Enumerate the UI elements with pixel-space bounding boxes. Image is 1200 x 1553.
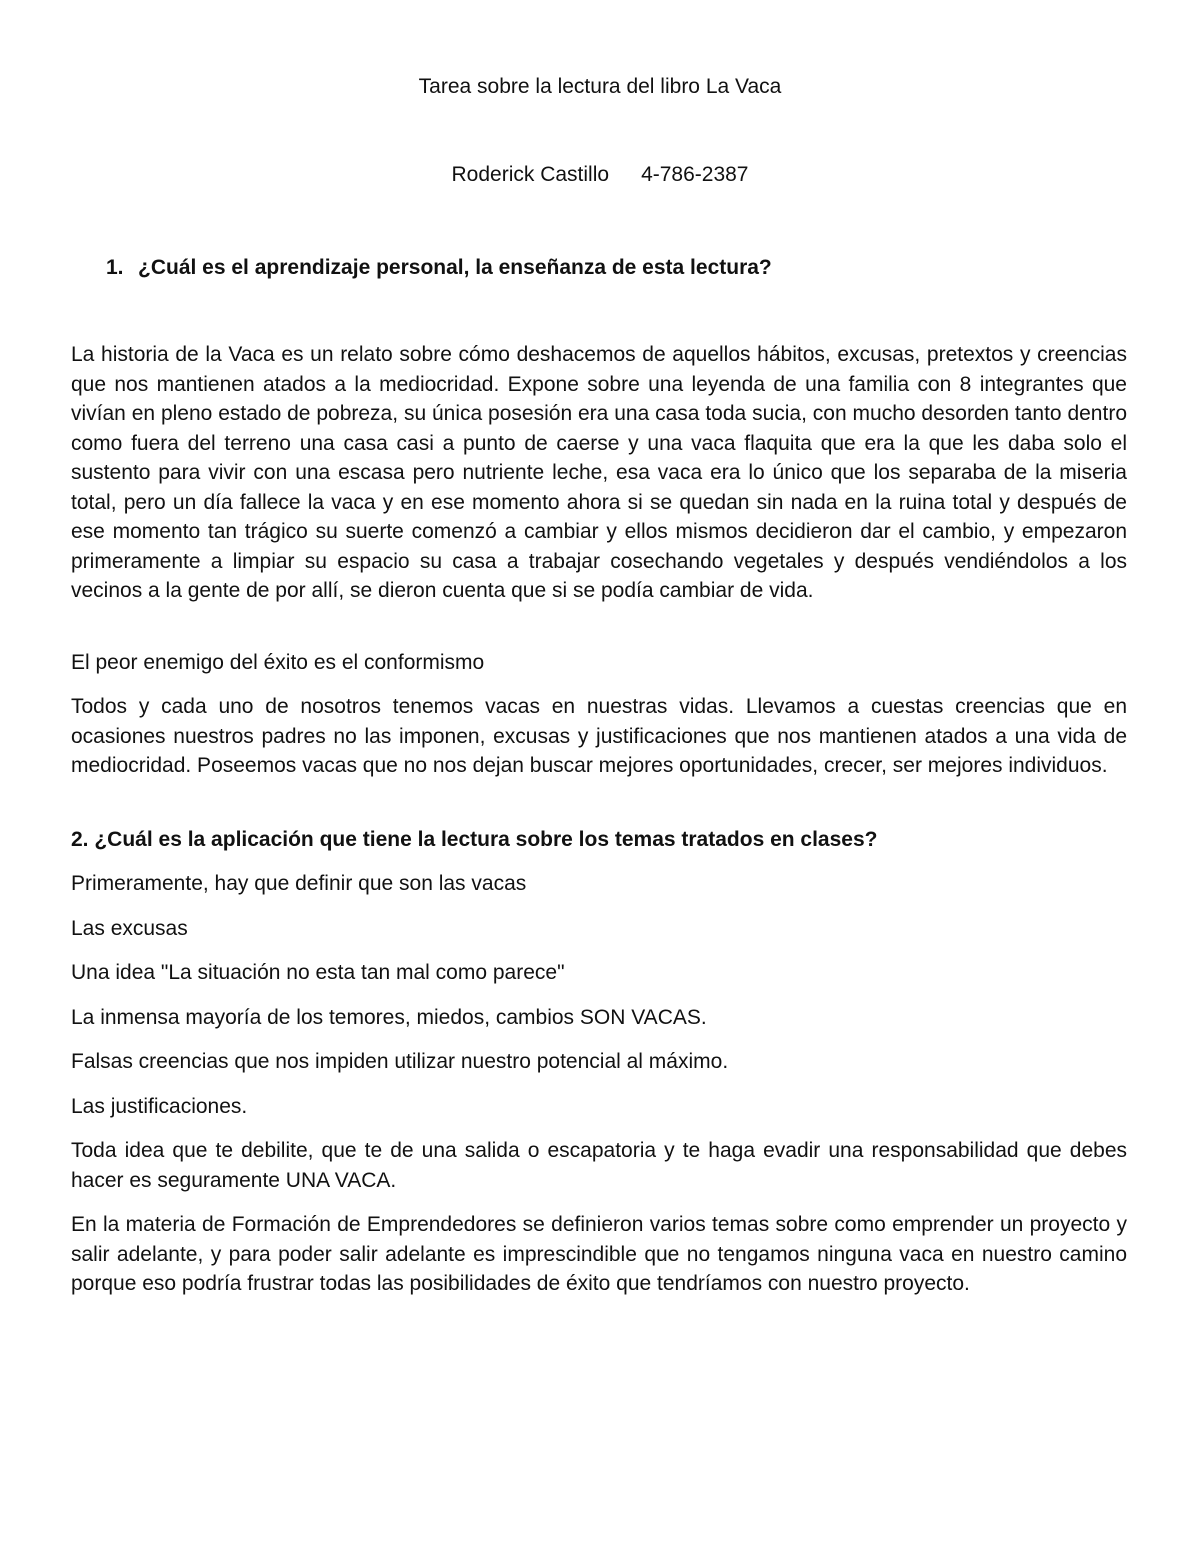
paragraph-primeramente: Primeramente, hay que definir que son las vacas	[71, 872, 527, 895]
paragraph-formacion: En la materia de Formación de Emprendedores se definieron varios temas sobre como emprender un proyecto y salir adelante, y para poder salir adelante es imprescindible que no tengamos ninguna vaca en nuestro camino porque eso podría frustrar todas las posibilidades de éxito que tendríamos con nuestro proyecto.	[71, 1213, 1127, 1295]
question-1-heading	[106, 253, 772, 283]
paragraph-falsas-creencias: Falsas creencias que nos impiden utilizar nuestro potencial al máximo.	[71, 1050, 729, 1073]
document-title: Tarea sobre la lectura del libro La Vaca	[418, 75, 782, 98]
paragraph-inmensa-mayoria: La inmensa mayoría de los temores, miedos, cambios SON VACAS.	[71, 1005, 707, 1029]
question-1-text: ¿Cuál es el aprendizaje personal, la enseñanza de esta lectura?	[138, 256, 772, 279]
author-line	[0, 160, 1200, 190]
paragraph-excusas: Las excusas	[71, 916, 188, 940]
answer-2-block	[71, 869, 1127, 1314]
paragraph-una-idea: Una idea "La situación no esta tan mal como parece"	[71, 961, 565, 984]
question-2-heading: 2. ¿Cuál es la aplicación que tiene la lectura sobre los temas tratados en clases?	[71, 828, 878, 851]
paragraph-justificaciones: Las justificaciones.	[71, 1094, 248, 1118]
author-id: 4-786-2387	[641, 163, 749, 186]
paragraph-peor-enemigo: El peor enemigo del éxito es el conformismo	[71, 651, 485, 674]
paragraph-todos: Todos y cada uno de nosotros tenemos vacas en nuestras vidas. Llevamos a cuestas creencias que en ocasiones nuestros padres no las imponen, excusas y justificaciones que nos mantienen atados a una vida de mediocridad. Poseemos vacas que no nos dejan buscar mejores oportunidades, crecer, ser mejores individuos.	[71, 695, 1127, 777]
author-name: Roderick Castillo	[451, 163, 610, 186]
paragraph-toda-idea: Toda idea que te debilite, que te de una salida o escapatoria y te haga evadir una responsabilidad que debes hacer es seguramente UNA VACA.	[71, 1139, 1127, 1192]
paragraph-historia: La historia de la Vaca es un relato sobre cómo deshacemos de aquellos hábitos, excusas, pretextos y creencias que nos mantienen atados a la mediocridad. Expone sobre una leyenda de una familia con 8 integrantes que vivían en pleno estado de pobreza, su única posesión era una casa toda sucia, con mucho desorden tanto dentro como fuera del terreno una casa casi a punto de caerse y una vaca flaquita que era la que les daba solo el sustento para vivir con una escasa pero nutriente leche, esa vaca era lo único que los separaba de la miseria total, pero un día fallece la vaca y en ese momento ahora si se quedan sin nada en la ruina total y después de ese momento tan trágico su suerte comenzó a cambiar y ellos mismos decidieron dar el cambio, y empezaron primeramente a limpiar su espacio su casa a trabajar cosechando vegetales y después vendiéndolos a los vecinos a la gente de por allí, se dieron cuenta que si se podía cambiar de vida.	[71, 343, 1127, 602]
question-1-number: 1.	[106, 256, 124, 279]
